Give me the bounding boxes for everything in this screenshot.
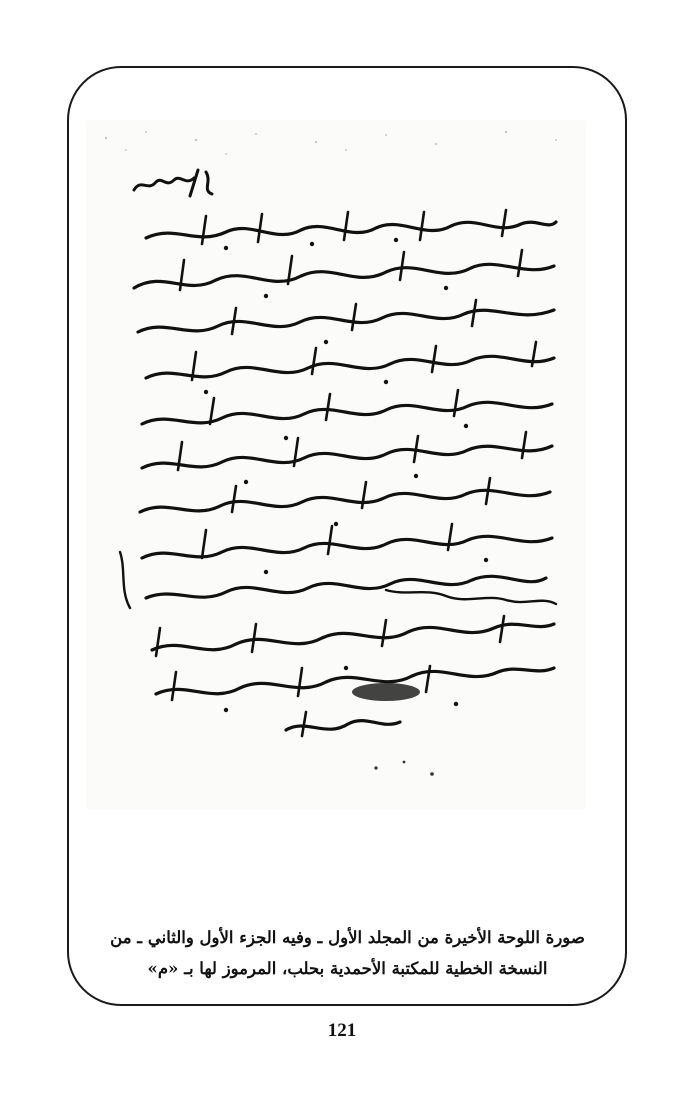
manuscript-image: [86, 120, 586, 810]
caption-line-1: صورة اللوحة الأخيرة من المجلد الأول ـ وفيه الجزء الأول والثاني ـ من: [110, 928, 585, 947]
caption-line-2: النسخة الخطية للمكتبة الأحمدية بحلب، المرموز لها بـ «م»: [147, 959, 548, 978]
figure-caption: [95, 922, 600, 984]
manuscript-handwriting: [86, 120, 586, 810]
page-number: 121: [327, 1020, 357, 1041]
